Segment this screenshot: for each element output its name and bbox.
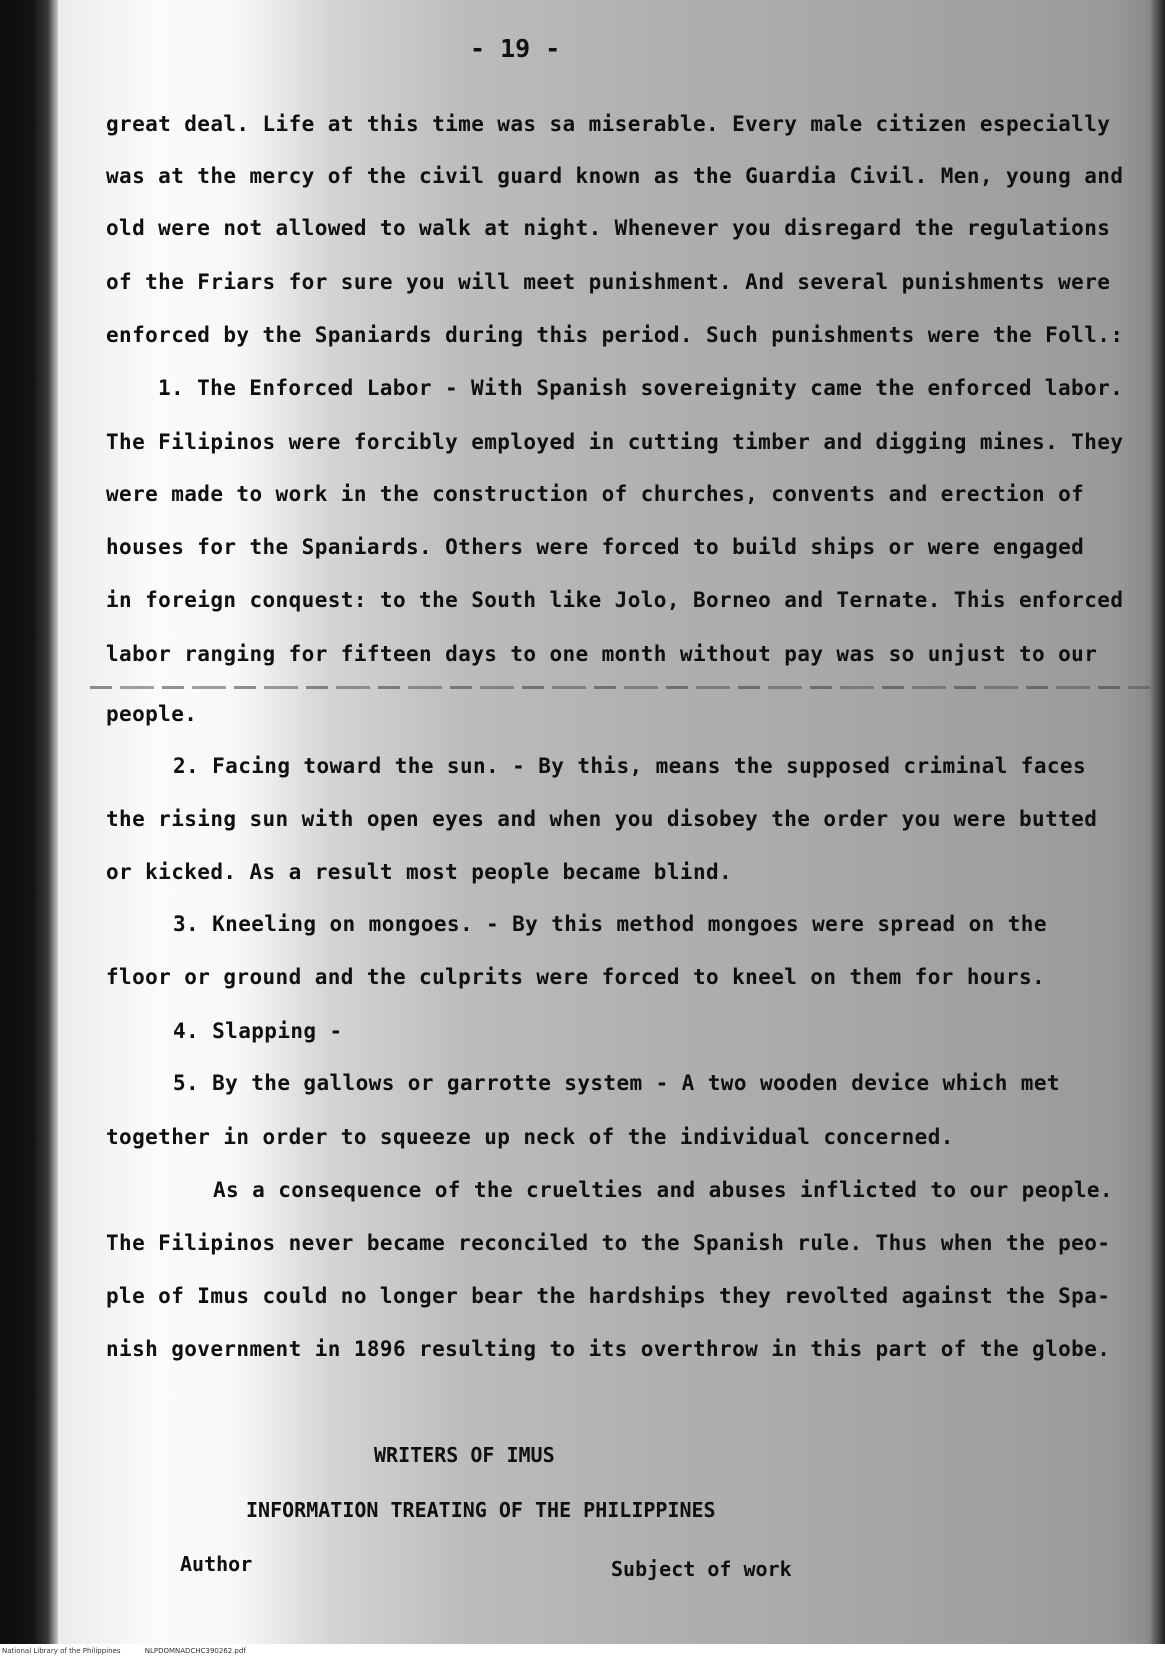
body-line: nish government in 1896 resulting to its overthrow in this part of the globe. — [106, 1337, 1111, 1361]
body-line: enforced by the Spaniards during this period. Such punishments were the Foll.: — [106, 323, 1124, 347]
body-line: in foreign conquest: to the South like Jolo, Borneo and Ternate. This enforced — [106, 588, 1124, 612]
body-line: floor or ground and the culprits were forced to kneel on them for hours. — [106, 965, 1046, 989]
section-title: WRITERS OF IMUS — [374, 1443, 555, 1467]
footer-library: National Library of the Philippines — [2, 1647, 121, 1655]
paragraph-start: As a consequence of the cruelties and abuses inflicted to our people. — [213, 1178, 1113, 1202]
page-number: - 19 - — [470, 34, 561, 63]
body-line: were made to work in the construction of churches, convents and erection of — [106, 482, 1085, 506]
section-subtitle: INFORMATION TREATING OF THE PHILIPPINES — [246, 1498, 716, 1522]
list-item-slapping: 4. Slapping - — [173, 1019, 343, 1043]
body-line: ple of Imus could no longer bear the hardships they revolted against the Spa- — [106, 1284, 1111, 1308]
body-line: together in order to squeeze up neck of the individual concerned. — [106, 1125, 954, 1149]
body-line: the rising sun with open eyes and when you disobey the order you were butted — [106, 807, 1098, 831]
page-edge-shadow — [1151, 0, 1165, 1658]
list-item-facing-sun: 2. Facing toward the sun. - By this, means the supposed criminal faces — [173, 754, 1087, 778]
book-binding-shadow — [0, 0, 58, 1658]
footer-filename: NLPDOMNADCHC390262.pdf — [144, 1647, 246, 1655]
body-line: labor ranging for fifteen days to one month without pay was so unjust to our — [106, 642, 1098, 666]
body-line: of the Friars for sure you will meet punishment. And several punishments were — [106, 270, 1111, 294]
list-item-gallows: 5. By the gallows or garrotte system - A two wooden device which met — [173, 1071, 1060, 1095]
body-line: houses for the Spaniards. Others were forced to build ships or were engaged — [106, 535, 1085, 559]
body-line: was at the mercy of the civil guard known as the Guardia Civil. Men, young and — [106, 164, 1124, 188]
column-header-subject: Subject of work — [611, 1557, 792, 1581]
body-line: or kicked. As a result most people became blind. — [106, 860, 733, 884]
scan-fold-line — [90, 686, 1150, 689]
column-header-author: Author — [180, 1552, 253, 1576]
body-line: The Filipinos were forcibly employed in cutting timber and digging mines. They — [106, 430, 1124, 454]
list-item-enforced-labor: 1. The Enforced Labor - With Spanish sovereignity came the enforced labor. — [158, 376, 1124, 400]
body-line: great deal. Life at this time was sa miserable. Every male citizen especially — [106, 112, 1111, 136]
body-line: old were not allowed to walk at night. Whenever you disregard the regulations — [106, 216, 1111, 240]
body-line: The Filipinos never became reconciled to the Spanish rule. Thus when the peo- — [106, 1231, 1111, 1255]
body-line: people. — [106, 702, 198, 726]
list-item-kneeling: 3. Kneeling on mongoes. - By this method mongoes were spread on the — [173, 912, 1047, 936]
scan-footer — [0, 1644, 1165, 1658]
